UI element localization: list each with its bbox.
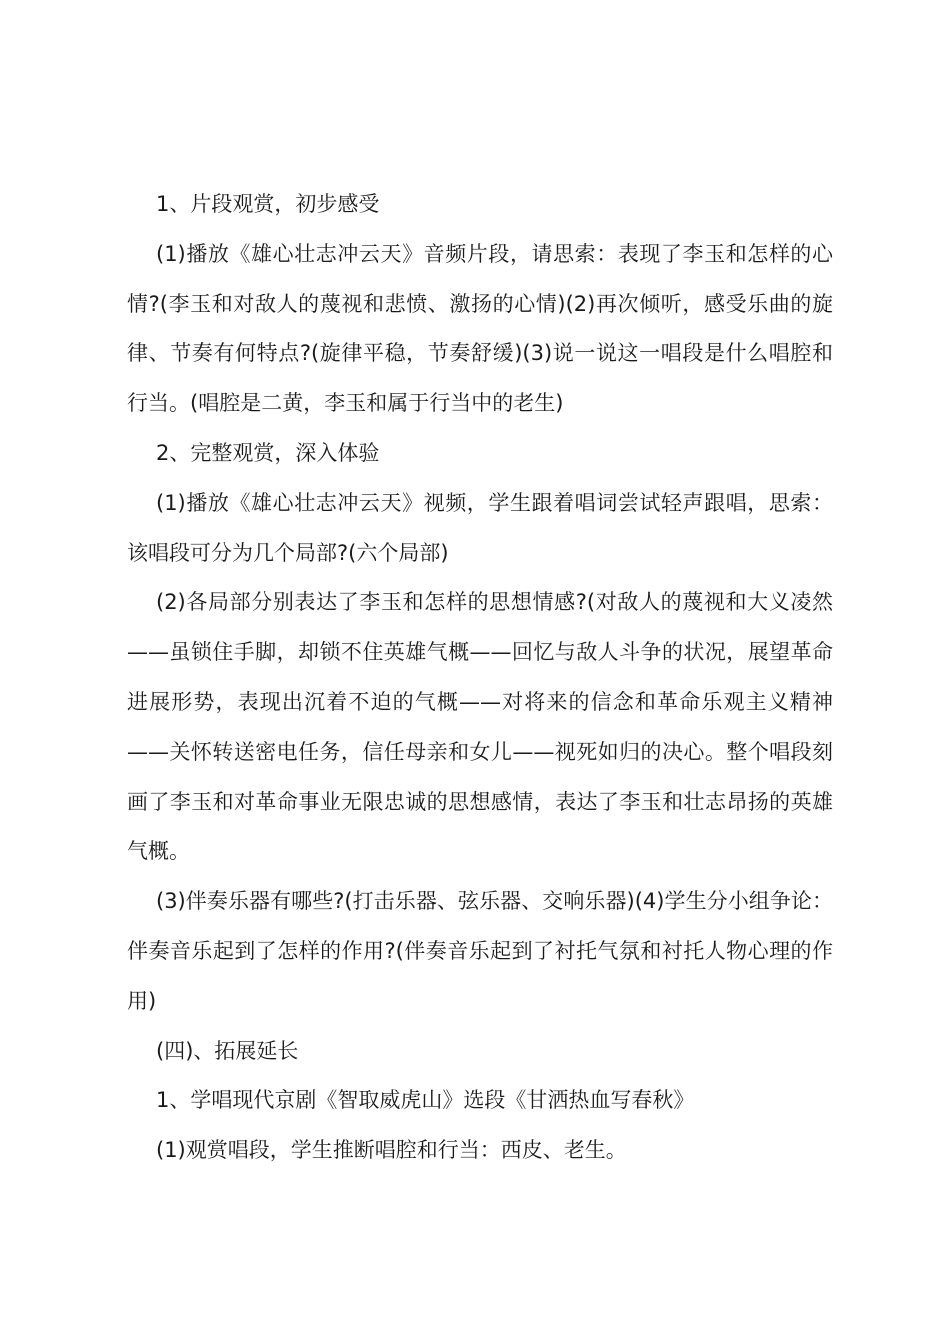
section-heading: (四)、拓展延长 [156, 1038, 299, 1063]
body-paragraph: (1)播放《雄心壮志冲云天》视频，学生跟着唱词尝试轻声跟唱，思索：该唱段可分为几个局部?(六个局部) [127, 490, 833, 565]
body-paragraph: (1)播放《雄心壮志冲云天》音频片段，请思索：表现了李玉和怎样的心情?(李玉和对敌人的蔑视和悲愤、激扬的心情)(2)再次倾听，感受乐曲的旋律、节奏有何特点?(旋律平稳，节奏舒缓)(3)说一说这一唱段是什么唱腔和行当。(唱腔是二黄，李玉和属于行当中的老生) [127, 241, 833, 416]
document-body [127, 180, 833, 1176]
body-paragraph: (2)各局部分别表达了李玉和怎样的思想情感?(对敌人的蔑视和大义凌然——虽锁住手脚，却锁不住英雄气概——回忆与敌人斗争的状况，展望革命进展形势，表现出沉着不迫的气概——对将来的信念和革命乐观主义精神——关怀转送密电任务，信任母亲和女儿——视死如归的决心。整个唱段刻画了李玉和对革命事业无限忠诚的思想感情，表达了李玉和壮志昂扬的英雄气概。 [127, 590, 833, 864]
body-paragraph: (3)伴奏乐器有哪些?(打击乐器、弦乐器、交响乐器)(4)学生分小组争论：伴奏音乐起到了怎样的作用?(伴奏音乐起到了衬托气氛和衬托人物心理的作用) [127, 889, 833, 1013]
section-heading: 2、完整观赏，深入体验 [156, 440, 380, 465]
section-heading: 1、学唱现代京剧《智取威虎山》选段《甘洒热血写春秋》 [156, 1088, 695, 1113]
section-heading: 1、片段观赏，初步感受 [156, 192, 380, 216]
body-paragraph: (1)观赏唱段，学生推断唱腔和行当：西皮、老生。 [156, 1138, 627, 1163]
